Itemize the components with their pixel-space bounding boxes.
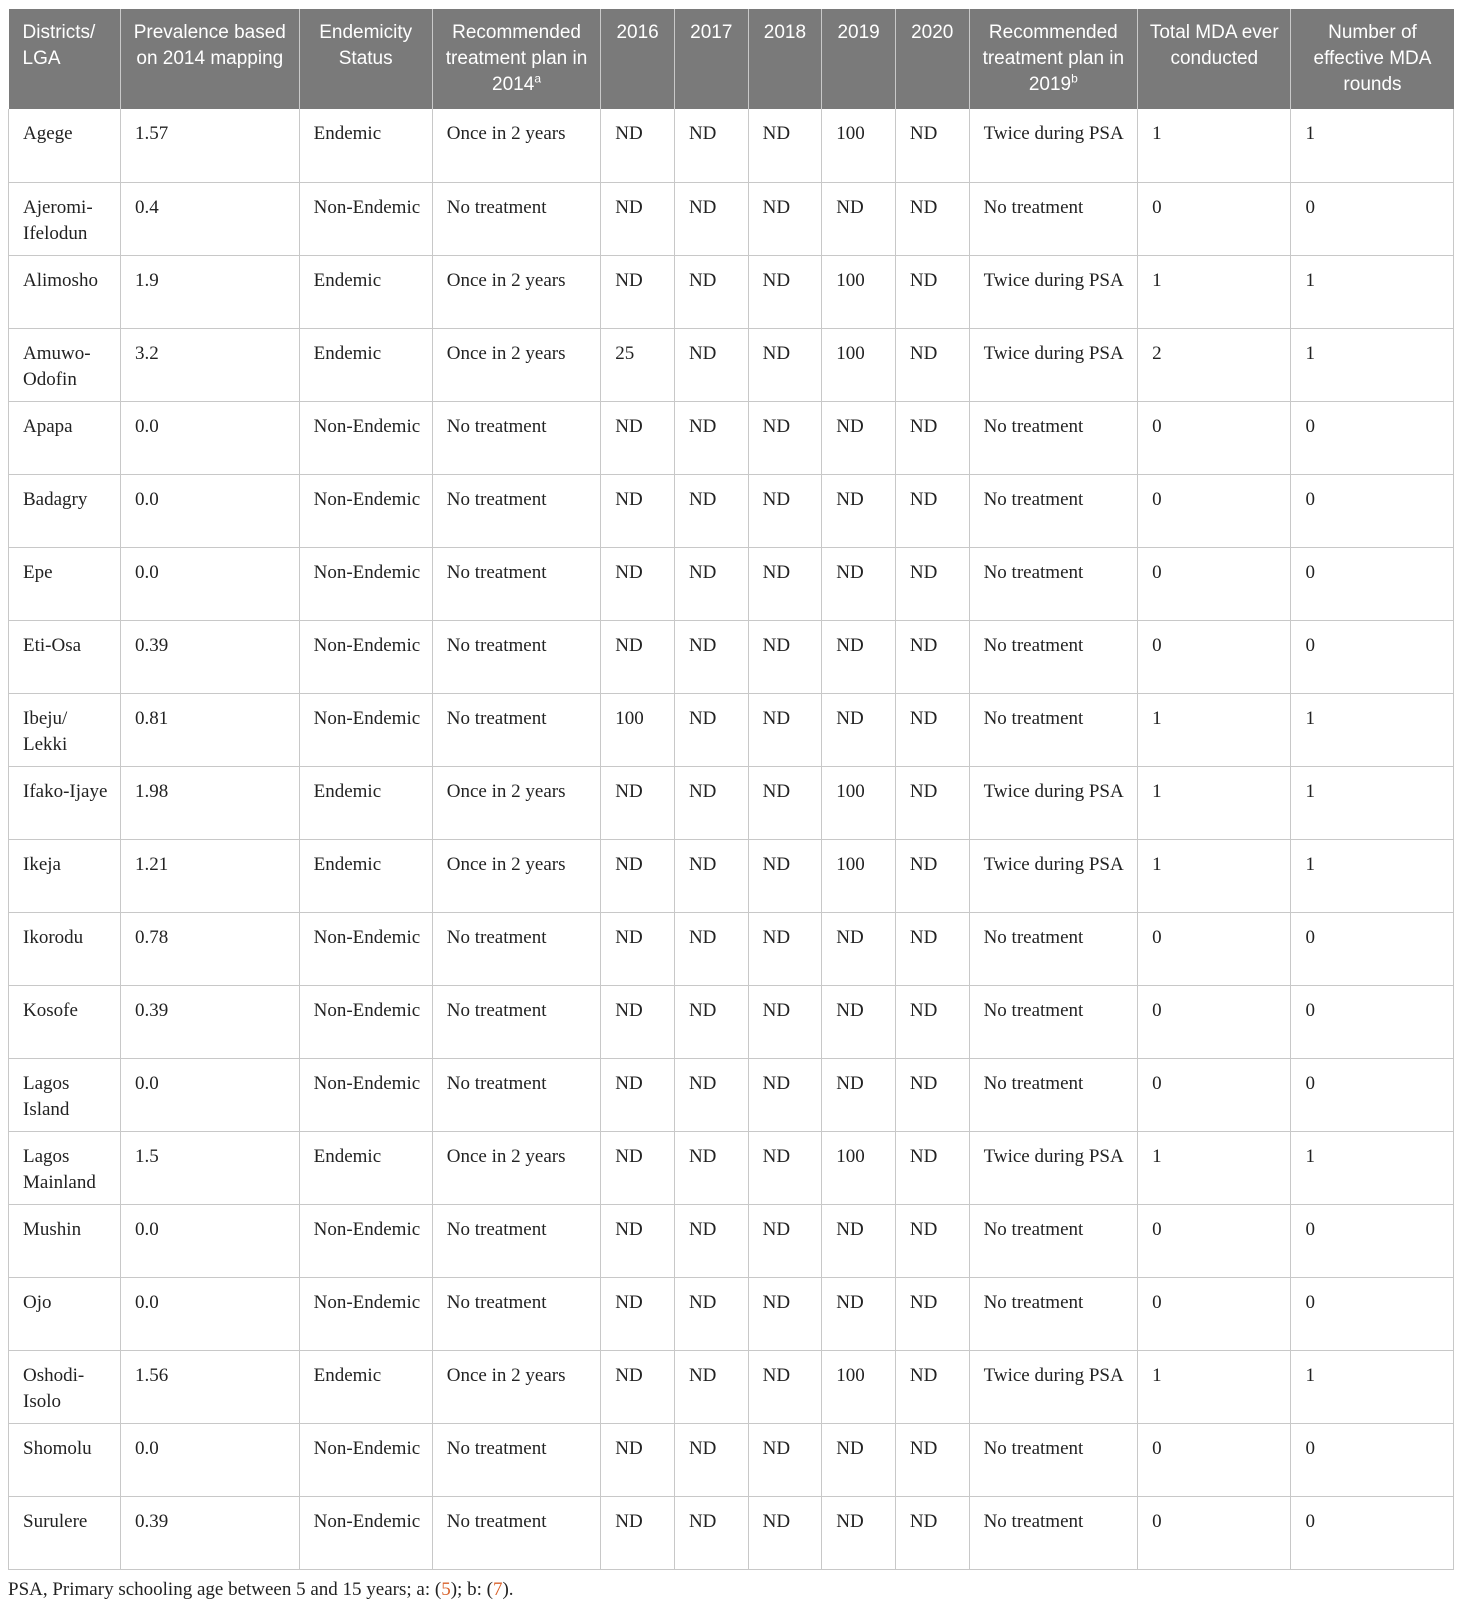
cell-district: Shomolu xyxy=(9,1423,121,1496)
cell-total-mda: 0 xyxy=(1138,1423,1291,1496)
table-header xyxy=(9,9,1454,109)
cell-2018: ND xyxy=(748,328,822,401)
cell-prevalence: 1.56 xyxy=(121,1350,300,1423)
cell-2016: ND xyxy=(601,620,675,693)
cell-2017: ND xyxy=(674,182,748,255)
cell-plan-2019: No treatment xyxy=(969,912,1138,985)
cell-total-mda: 0 xyxy=(1138,1496,1291,1569)
cell-plan-2014: No treatment xyxy=(432,547,601,620)
cell-2018: ND xyxy=(748,766,822,839)
cell-2016: ND xyxy=(601,1277,675,1350)
cell-2018: ND xyxy=(748,839,822,912)
cell-2019: ND xyxy=(822,1496,896,1569)
cell-2020: ND xyxy=(895,401,969,474)
cell-plan-2019: No treatment xyxy=(969,693,1138,766)
table-row xyxy=(9,839,1454,912)
cell-endemicity: Non-Endemic xyxy=(299,1204,432,1277)
cell-plan-2014: Once in 2 years xyxy=(432,766,601,839)
cell-2017: ND xyxy=(674,912,748,985)
cell-endemicity: Non-Endemic xyxy=(299,620,432,693)
cell-2019: 100 xyxy=(822,109,896,182)
cell-plan-2019: No treatment xyxy=(969,1204,1138,1277)
cell-effective-mda: 0 xyxy=(1291,182,1454,255)
cell-2017: ND xyxy=(674,1131,748,1204)
cell-total-mda: 1 xyxy=(1138,766,1291,839)
cell-prevalence: 0.0 xyxy=(121,1277,300,1350)
header-plan-2014-label: Recommended treatment plan in 2014 xyxy=(445,22,588,95)
cell-plan-2014: No treatment xyxy=(432,1277,601,1350)
cell-2018: ND xyxy=(748,1423,822,1496)
table-row xyxy=(9,693,1454,766)
cell-endemicity: Non-Endemic xyxy=(299,547,432,620)
cell-2017: ND xyxy=(674,1277,748,1350)
cell-plan-2014: Once in 2 years xyxy=(432,839,601,912)
cell-effective-mda: 0 xyxy=(1291,912,1454,985)
header-plan-2019 xyxy=(969,9,1138,109)
cell-2020: ND xyxy=(895,547,969,620)
cell-plan-2014: No treatment xyxy=(432,182,601,255)
cell-2019: ND xyxy=(822,912,896,985)
cell-2016: ND xyxy=(601,1496,675,1569)
cell-endemicity: Endemic xyxy=(299,839,432,912)
cell-plan-2014: No treatment xyxy=(432,985,601,1058)
cell-prevalence: 1.5 xyxy=(121,1131,300,1204)
cell-plan-2014: No treatment xyxy=(432,912,601,985)
table-row xyxy=(9,474,1454,547)
cell-total-mda: 1 xyxy=(1138,693,1291,766)
cell-2017: ND xyxy=(674,985,748,1058)
cell-total-mda: 0 xyxy=(1138,474,1291,547)
cell-2018: ND xyxy=(748,1350,822,1423)
cell-2016: ND xyxy=(601,839,675,912)
cell-2019: 100 xyxy=(822,1131,896,1204)
cell-plan-2014: Once in 2 years xyxy=(432,255,601,328)
table-row xyxy=(9,182,1454,255)
cell-effective-mda: 0 xyxy=(1291,1204,1454,1277)
cell-district: Lagos Mainland xyxy=(9,1131,121,1204)
cell-effective-mda: 0 xyxy=(1291,1277,1454,1350)
cell-2019: ND xyxy=(822,547,896,620)
table-row xyxy=(9,1423,1454,1496)
cell-plan-2014: Once in 2 years xyxy=(432,109,601,182)
cell-2019: ND xyxy=(822,401,896,474)
cell-total-mda: 1 xyxy=(1138,1131,1291,1204)
cell-2018: ND xyxy=(748,1496,822,1569)
cell-2019: ND xyxy=(822,1204,896,1277)
cell-endemicity: Non-Endemic xyxy=(299,1277,432,1350)
cell-effective-mda: 1 xyxy=(1291,766,1454,839)
cell-district: Amuwo-Odofin xyxy=(9,328,121,401)
table-row xyxy=(9,1131,1454,1204)
footnote-text-after: ). xyxy=(502,1578,514,1600)
cell-total-mda: 1 xyxy=(1138,1350,1291,1423)
cell-prevalence: 0.78 xyxy=(121,912,300,985)
cell-2019: 100 xyxy=(822,1350,896,1423)
cell-district: Alimosho xyxy=(9,255,121,328)
cell-endemicity: Non-Endemic xyxy=(299,474,432,547)
cell-endemicity: Non-Endemic xyxy=(299,182,432,255)
header-prevalence: Prevalence based on 2014 mapping xyxy=(121,9,300,109)
cell-endemicity: Endemic xyxy=(299,109,432,182)
header-endemicity: Endemicity Status xyxy=(299,9,432,109)
cell-plan-2019: No treatment xyxy=(969,401,1138,474)
cell-2017: ND xyxy=(674,109,748,182)
cell-endemicity: Non-Endemic xyxy=(299,912,432,985)
cell-plan-2014: No treatment xyxy=(432,693,601,766)
cell-2020: ND xyxy=(895,182,969,255)
cell-plan-2019: No treatment xyxy=(969,182,1138,255)
cell-2020: ND xyxy=(895,1204,969,1277)
cell-total-mda: 0 xyxy=(1138,912,1291,985)
cell-2017: ND xyxy=(674,474,748,547)
cell-plan-2019: Twice during PSA xyxy=(969,255,1138,328)
cell-plan-2019: No treatment xyxy=(969,985,1138,1058)
cell-2017: ND xyxy=(674,839,748,912)
cell-2017: ND xyxy=(674,620,748,693)
cell-2020: ND xyxy=(895,1058,969,1131)
cell-endemicity: Endemic xyxy=(299,1131,432,1204)
cell-effective-mda: 0 xyxy=(1291,1496,1454,1569)
cell-2020: ND xyxy=(895,1277,969,1350)
cell-plan-2014: No treatment xyxy=(432,620,601,693)
cell-effective-mda: 0 xyxy=(1291,547,1454,620)
cell-2017: ND xyxy=(674,1496,748,1569)
cell-2017: ND xyxy=(674,401,748,474)
cell-2016: ND xyxy=(601,1423,675,1496)
cell-2018: ND xyxy=(748,547,822,620)
table-container xyxy=(8,9,1454,1602)
cell-plan-2014: No treatment xyxy=(432,474,601,547)
cell-total-mda: 0 xyxy=(1138,1058,1291,1131)
cell-district: Apapa xyxy=(9,401,121,474)
cell-2020: ND xyxy=(895,985,969,1058)
cell-total-mda: 0 xyxy=(1138,182,1291,255)
cell-2020: ND xyxy=(895,1131,969,1204)
cell-effective-mda: 0 xyxy=(1291,1423,1454,1496)
cell-endemicity: Non-Endemic xyxy=(299,1423,432,1496)
mda-table xyxy=(8,9,1454,1570)
cell-2018: ND xyxy=(748,1277,822,1350)
cell-2018: ND xyxy=(748,1204,822,1277)
header-district: Districts/ LGA xyxy=(9,9,121,109)
cell-2018: ND xyxy=(748,1131,822,1204)
cell-2016: ND xyxy=(601,401,675,474)
cell-2020: ND xyxy=(895,1350,969,1423)
cell-total-mda: 0 xyxy=(1138,547,1291,620)
cell-2017: ND xyxy=(674,693,748,766)
cell-district: Oshodi-Isolo xyxy=(9,1350,121,1423)
cell-prevalence: 1.57 xyxy=(121,109,300,182)
cell-2016: ND xyxy=(601,255,675,328)
header-plan-2019-sup: b xyxy=(1071,71,1078,86)
cell-effective-mda: 1 xyxy=(1291,109,1454,182)
header-plan-2019-label: Recommended treatment plan in 2019 xyxy=(982,22,1125,95)
cell-2020: ND xyxy=(895,109,969,182)
cell-2019: 100 xyxy=(822,255,896,328)
cell-2019: 100 xyxy=(822,839,896,912)
table-row xyxy=(9,1277,1454,1350)
table-row xyxy=(9,401,1454,474)
cell-2020: ND xyxy=(895,1496,969,1569)
cell-prevalence: 0.0 xyxy=(121,1204,300,1277)
table-row xyxy=(9,328,1454,401)
cell-2016: ND xyxy=(601,766,675,839)
cell-2016: ND xyxy=(601,1131,675,1204)
cell-2019: 100 xyxy=(822,328,896,401)
cell-endemicity: Non-Endemic xyxy=(299,985,432,1058)
cell-effective-mda: 0 xyxy=(1291,1058,1454,1131)
cell-2018: ND xyxy=(748,985,822,1058)
cell-district: Kosofe xyxy=(9,985,121,1058)
cell-prevalence: 0.0 xyxy=(121,401,300,474)
cell-2018: ND xyxy=(748,912,822,985)
cell-endemicity: Non-Endemic xyxy=(299,693,432,766)
cell-total-mda: 0 xyxy=(1138,1204,1291,1277)
header-plan-2014 xyxy=(432,9,601,109)
table-row xyxy=(9,1350,1454,1423)
cell-plan-2014: No treatment xyxy=(432,1204,601,1277)
cell-plan-2014: No treatment xyxy=(432,1496,601,1569)
footnote-text-before: PSA, Primary schooling age between 5 and 15 years; a: ( xyxy=(8,1578,442,1600)
table-row xyxy=(9,1058,1454,1131)
table-row xyxy=(9,255,1454,328)
header-total-mda: Total MDA ever conducted xyxy=(1138,9,1291,109)
header-plan-2014-sup: a xyxy=(534,71,542,86)
cell-2016: 25 xyxy=(601,328,675,401)
header-year-2018: 2018 xyxy=(748,9,822,109)
cell-total-mda: 0 xyxy=(1138,1277,1291,1350)
cell-2018: ND xyxy=(748,1058,822,1131)
cell-2018: ND xyxy=(748,620,822,693)
cell-2020: ND xyxy=(895,620,969,693)
table-body xyxy=(9,109,1454,1569)
cell-endemicity: Endemic xyxy=(299,766,432,839)
cell-2018: ND xyxy=(748,693,822,766)
cell-plan-2014: No treatment xyxy=(432,1058,601,1131)
cell-effective-mda: 1 xyxy=(1291,693,1454,766)
cell-2019: ND xyxy=(822,1277,896,1350)
cell-total-mda: 1 xyxy=(1138,109,1291,182)
cell-prevalence: 0.0 xyxy=(121,1058,300,1131)
table-row xyxy=(9,1496,1454,1569)
cell-effective-mda: 1 xyxy=(1291,1131,1454,1204)
footnote-text-middle: ); b: ( xyxy=(450,1578,493,1600)
cell-prevalence: 0.0 xyxy=(121,547,300,620)
header-year-2016: 2016 xyxy=(601,9,675,109)
cell-total-mda: 1 xyxy=(1138,839,1291,912)
cell-district: Ifako-Ijaye xyxy=(9,766,121,839)
cell-effective-mda: 0 xyxy=(1291,985,1454,1058)
cell-prevalence: 3.2 xyxy=(121,328,300,401)
cell-2017: ND xyxy=(674,255,748,328)
cell-plan-2019: No treatment xyxy=(969,1058,1138,1131)
cell-endemicity: Endemic xyxy=(299,255,432,328)
cell-district: Ojo xyxy=(9,1277,121,1350)
cell-plan-2014: Once in 2 years xyxy=(432,328,601,401)
header-year-2017: 2017 xyxy=(674,9,748,109)
cell-effective-mda: 1 xyxy=(1291,839,1454,912)
cell-2016: ND xyxy=(601,182,675,255)
cell-plan-2019: Twice during PSA xyxy=(969,766,1138,839)
table-row xyxy=(9,547,1454,620)
cell-endemicity: Endemic xyxy=(299,1350,432,1423)
cell-effective-mda: 1 xyxy=(1291,1350,1454,1423)
table-row xyxy=(9,912,1454,985)
cell-prevalence: 0.0 xyxy=(121,1423,300,1496)
cell-district: Ibeju/ Lekki xyxy=(9,693,121,766)
cell-district: Ikorodu xyxy=(9,912,121,985)
table-footnote xyxy=(8,1578,1454,1602)
cell-2016: 100 xyxy=(601,693,675,766)
cell-2019: ND xyxy=(822,474,896,547)
cell-2017: ND xyxy=(674,1350,748,1423)
footnote-ref-a-link[interactable]: 5 xyxy=(441,1578,451,1600)
cell-effective-mda: 1 xyxy=(1291,328,1454,401)
cell-plan-2019: Twice during PSA xyxy=(969,1350,1138,1423)
cell-endemicity: Non-Endemic xyxy=(299,401,432,474)
cell-2019: ND xyxy=(822,182,896,255)
cell-district: Ikeja xyxy=(9,839,121,912)
cell-plan-2019: Twice during PSA xyxy=(969,1131,1138,1204)
cell-2017: ND xyxy=(674,1058,748,1131)
cell-plan-2014: No treatment xyxy=(432,1423,601,1496)
cell-prevalence: 1.21 xyxy=(121,839,300,912)
cell-2020: ND xyxy=(895,912,969,985)
cell-2018: ND xyxy=(748,182,822,255)
header-year-2019: 2019 xyxy=(822,9,896,109)
table-row xyxy=(9,766,1454,839)
cell-2020: ND xyxy=(895,766,969,839)
cell-2017: ND xyxy=(674,547,748,620)
cell-prevalence: 1.98 xyxy=(121,766,300,839)
table-row xyxy=(9,109,1454,182)
cell-2017: ND xyxy=(674,1204,748,1277)
cell-endemicity: Endemic xyxy=(299,328,432,401)
cell-prevalence: 0.39 xyxy=(121,985,300,1058)
cell-district: Eti-Osa xyxy=(9,620,121,693)
table-row xyxy=(9,985,1454,1058)
cell-prevalence: 0.39 xyxy=(121,620,300,693)
cell-total-mda: 2 xyxy=(1138,328,1291,401)
cell-district: Badagry xyxy=(9,474,121,547)
cell-district: Mushin xyxy=(9,1204,121,1277)
cell-2017: ND xyxy=(674,1423,748,1496)
cell-plan-2019: Twice during PSA xyxy=(969,109,1138,182)
cell-plan-2019: No treatment xyxy=(969,1277,1138,1350)
cell-2016: ND xyxy=(601,1058,675,1131)
cell-prevalence: 0.39 xyxy=(121,1496,300,1569)
cell-2020: ND xyxy=(895,1423,969,1496)
cell-2019: ND xyxy=(822,693,896,766)
cell-effective-mda: 0 xyxy=(1291,401,1454,474)
cell-2020: ND xyxy=(895,839,969,912)
cell-plan-2019: No treatment xyxy=(969,1423,1138,1496)
cell-2019: ND xyxy=(822,1058,896,1131)
cell-2016: ND xyxy=(601,547,675,620)
cell-2019: ND xyxy=(822,985,896,1058)
cell-plan-2019: No treatment xyxy=(969,620,1138,693)
cell-2016: ND xyxy=(601,1350,675,1423)
cell-2016: ND xyxy=(601,912,675,985)
cell-district: Agege xyxy=(9,109,121,182)
footnote-ref-b-link[interactable]: 7 xyxy=(492,1578,503,1600)
cell-2019: ND xyxy=(822,620,896,693)
cell-endemicity: Non-Endemic xyxy=(299,1058,432,1131)
cell-2016: ND xyxy=(601,985,675,1058)
cell-effective-mda: 0 xyxy=(1291,620,1454,693)
cell-2019: ND xyxy=(822,1423,896,1496)
cell-effective-mda: 1 xyxy=(1291,255,1454,328)
cell-2018: ND xyxy=(748,109,822,182)
cell-endemicity: Non-Endemic xyxy=(299,1496,432,1569)
cell-plan-2019: Twice during PSA xyxy=(969,328,1138,401)
cell-2018: ND xyxy=(748,474,822,547)
cell-2020: ND xyxy=(895,255,969,328)
cell-2018: ND xyxy=(748,255,822,328)
cell-2020: ND xyxy=(895,693,969,766)
cell-prevalence: 0.81 xyxy=(121,693,300,766)
cell-2020: ND xyxy=(895,328,969,401)
cell-district: Lagos Island xyxy=(9,1058,121,1131)
cell-2017: ND xyxy=(674,328,748,401)
cell-prevalence: 1.9 xyxy=(121,255,300,328)
cell-2016: ND xyxy=(601,109,675,182)
cell-plan-2014: Once in 2 years xyxy=(432,1131,601,1204)
cell-total-mda: 0 xyxy=(1138,985,1291,1058)
cell-2018: ND xyxy=(748,401,822,474)
cell-plan-2014: No treatment xyxy=(432,401,601,474)
table-row xyxy=(9,1204,1454,1277)
cell-prevalence: 0.4 xyxy=(121,182,300,255)
cell-effective-mda: 0 xyxy=(1291,474,1454,547)
cell-plan-2019: No treatment xyxy=(969,474,1138,547)
header-effective-mda: Number of effective MDA rounds xyxy=(1291,9,1454,109)
header-year-2020: 2020 xyxy=(895,9,969,109)
cell-2016: ND xyxy=(601,474,675,547)
cell-total-mda: 1 xyxy=(1138,255,1291,328)
cell-2017: ND xyxy=(674,766,748,839)
cell-total-mda: 0 xyxy=(1138,401,1291,474)
cell-plan-2014: Once in 2 years xyxy=(432,1350,601,1423)
cell-plan-2019: No treatment xyxy=(969,1496,1138,1569)
header-row xyxy=(9,9,1454,109)
cell-plan-2019: Twice during PSA xyxy=(969,839,1138,912)
cell-2019: 100 xyxy=(822,766,896,839)
cell-district: Ajeromi-Ifelodun xyxy=(9,182,121,255)
cell-district: Epe xyxy=(9,547,121,620)
cell-district: Surulere xyxy=(9,1496,121,1569)
table-row xyxy=(9,620,1454,693)
cell-plan-2019: No treatment xyxy=(969,547,1138,620)
cell-total-mda: 0 xyxy=(1138,620,1291,693)
cell-2016: ND xyxy=(601,1204,675,1277)
cell-prevalence: 0.0 xyxy=(121,474,300,547)
cell-2020: ND xyxy=(895,474,969,547)
